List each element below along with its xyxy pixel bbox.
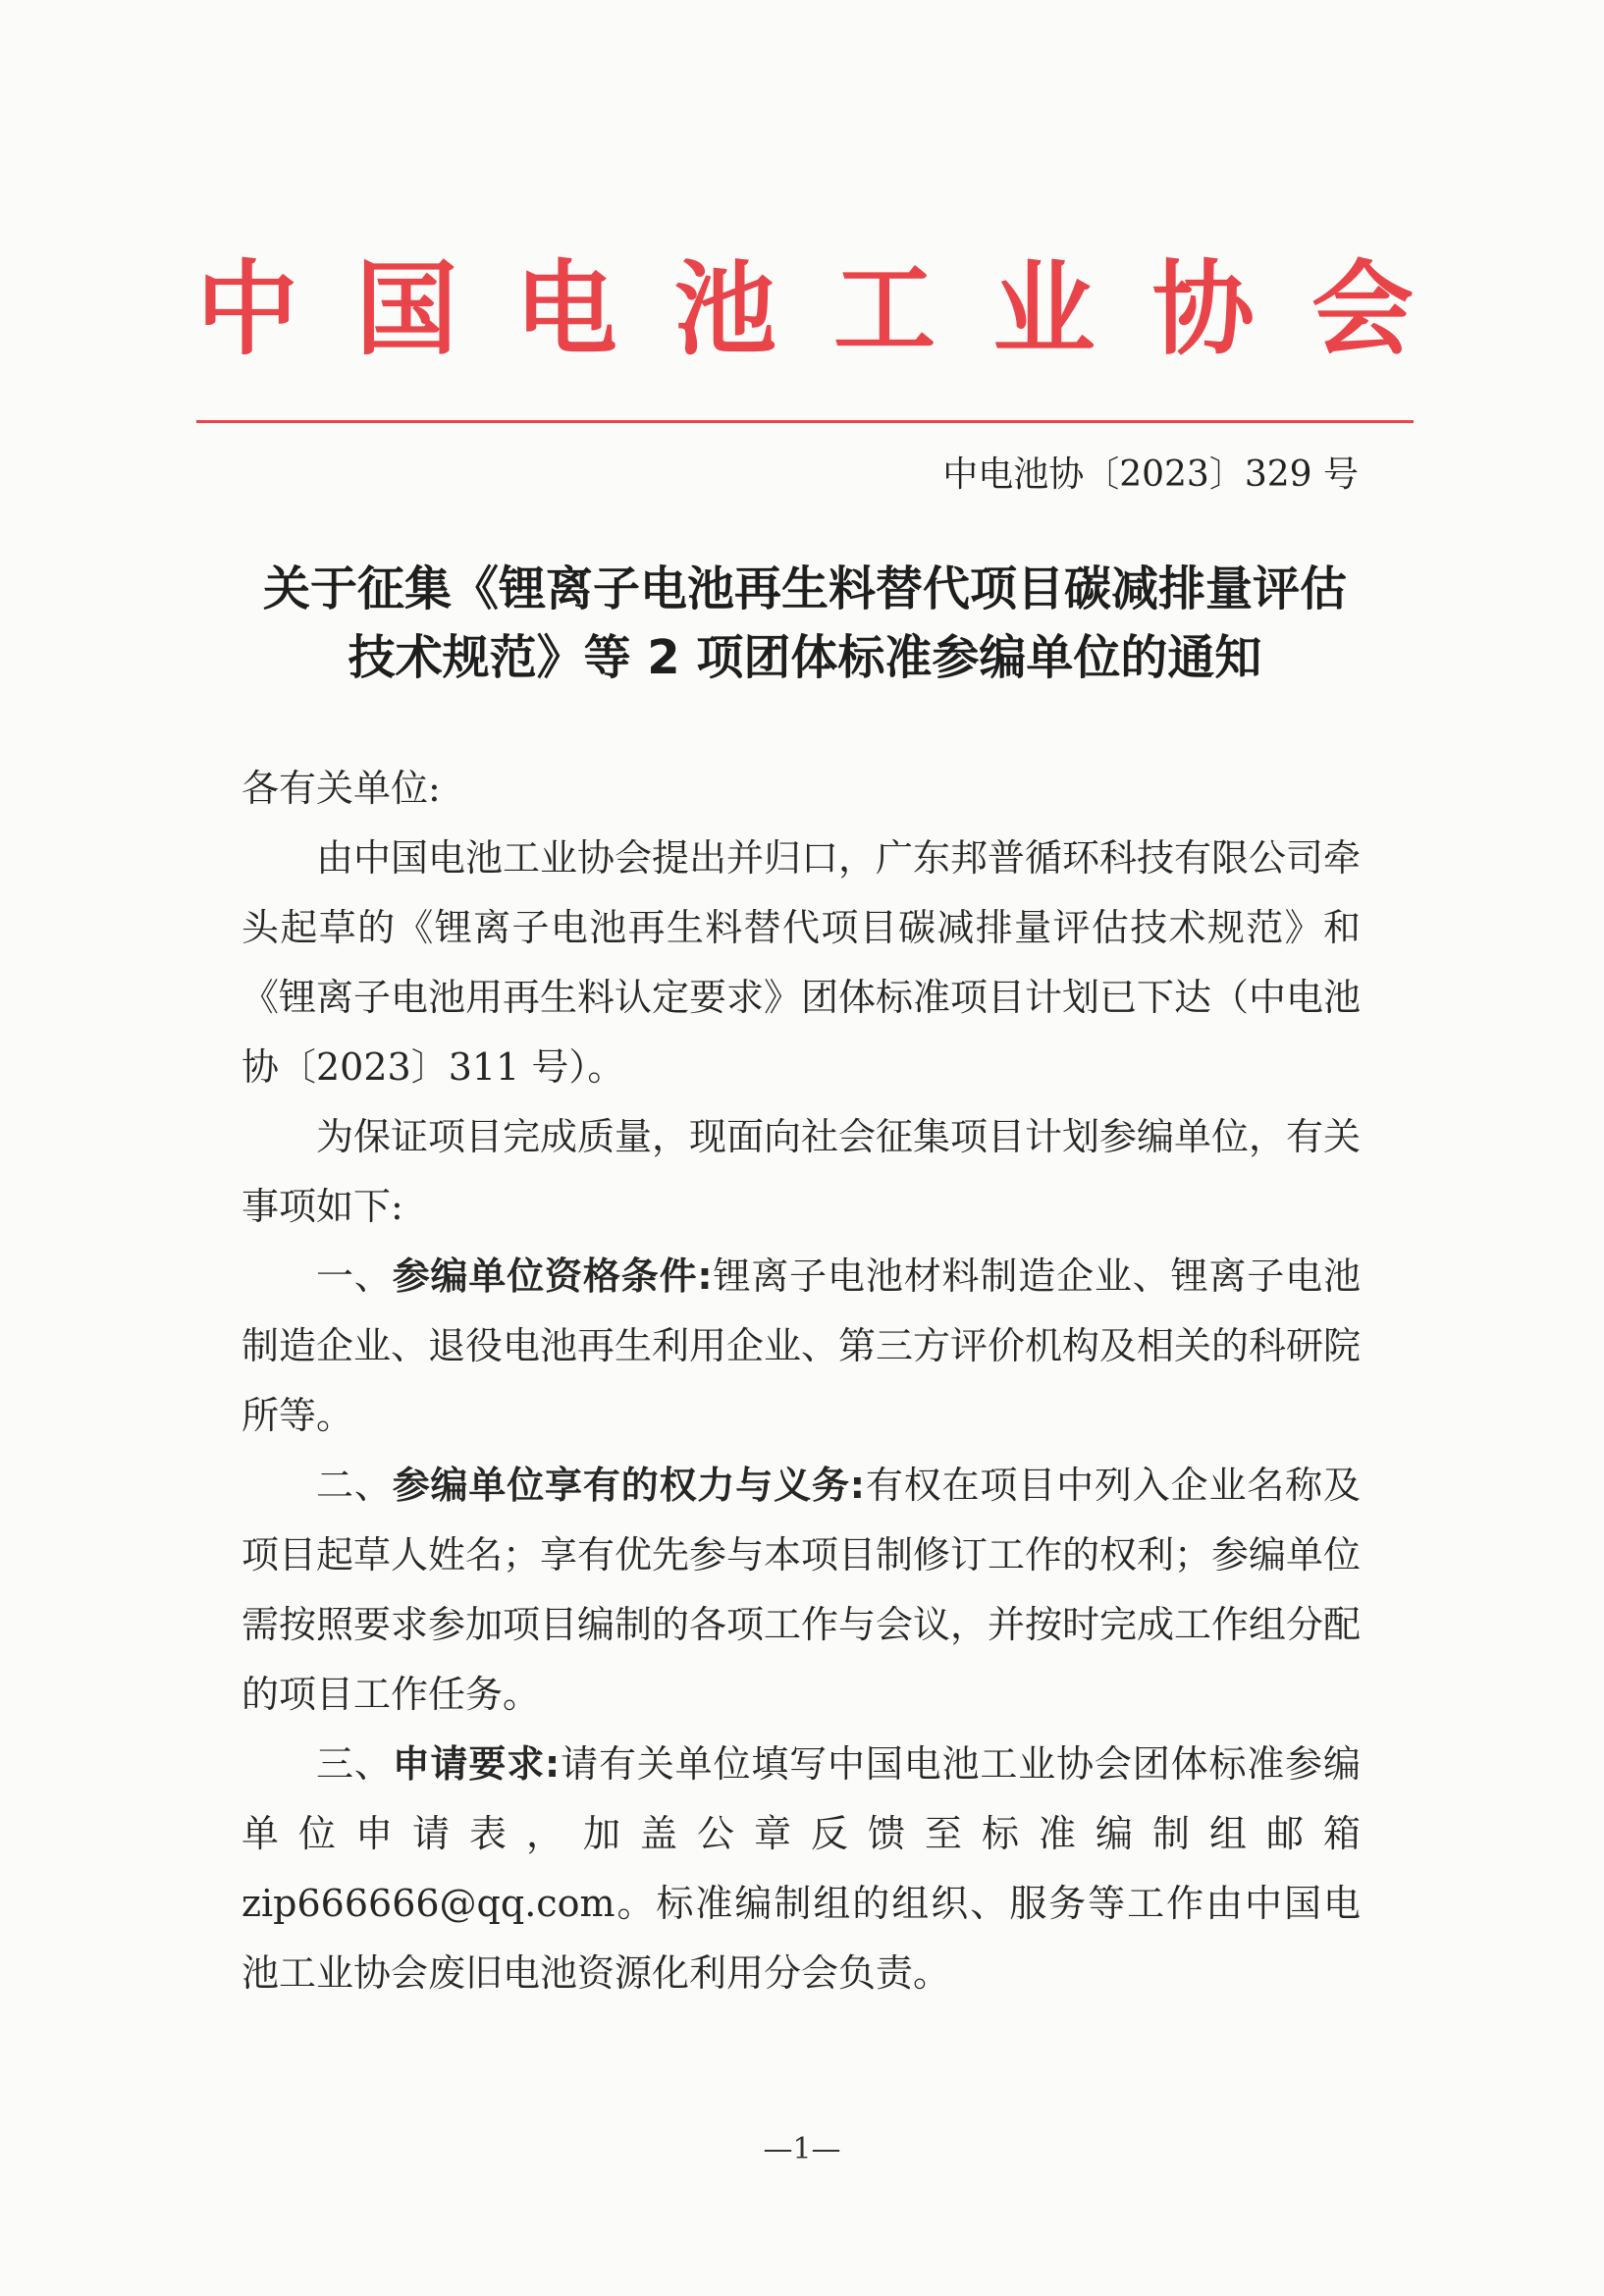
item-heading: 参编单位资格条件: — [392, 1255, 713, 1298]
title-line-1: 关于征集《锂离子电池再生料替代项目碳减排量评估 — [262, 561, 1347, 616]
org-char: 中 — [196, 249, 299, 369]
item-rights-obligations — [241, 1451, 1361, 1730]
org-char: 协 — [1151, 249, 1255, 369]
item-heading: 参编单位享有的权力与义务: — [392, 1464, 866, 1507]
header-divider — [196, 420, 1414, 423]
item-application — [241, 1730, 1361, 2008]
org-char: 国 — [355, 249, 458, 369]
item-heading: 申请要求: — [392, 1742, 561, 1786]
item-text: 锂离子电池材料制造企业、锂离子电池制造企业、退役电池再生利用企业、第三方评价机构及相关的科研院所等。 — [241, 1255, 1362, 1437]
document-number: 中电池协〔2023〕329 号 — [942, 454, 1359, 495]
item-qualifications — [241, 1242, 1361, 1451]
org-char: 工 — [833, 249, 936, 369]
item-text: 请有关单位填写中国电池工业协会团体标准参编单位申请表，加盖公章反馈至标准编制组邮箱 zip666666@qq.com。标准编制组的组织、服务等工作由中国电池工业协会废旧电池资源化利用分会负责。 — [241, 1742, 1361, 1995]
document-body — [241, 754, 1361, 2008]
org-char: 会 — [1310, 249, 1414, 369]
title-line-2: 技术规范》等 2 项团体标准参编单位的通知 — [348, 630, 1262, 685]
org-char: 池 — [673, 249, 776, 369]
paragraph-intro: 由中国电池工业协会提出并归口，广东邦普循环科技有限公司牵头起草的《锂离子电池再生料替代项目碳减排量评估技术规范》和《锂离子电池用再生料认定要求》团体标准项目计划已下达（中电池协〔2023〕311 号）。 — [241, 836, 1362, 1089]
document-title — [196, 555, 1414, 692]
organization-header — [196, 250, 1414, 368]
item-number: 三、 — [316, 1742, 393, 1786]
item-number: 一、 — [316, 1255, 393, 1298]
org-char: 业 — [992, 249, 1096, 369]
paragraph-purpose: 为保证项目完成质量，现面向社会征集项目计划参编单位，有关事项如下: — [241, 1115, 1362, 1228]
page-number: —1— — [763, 2132, 841, 2166]
item-text: 有权在项目中列入企业名称及项目起草人姓名；享有优先参与本项目制修订工作的权利；参编单位需按照要求参加项目编制的各项工作与会议，并按时完成工作组分配的项目工作任务。 — [241, 1464, 1362, 1716]
item-number: 二、 — [316, 1464, 393, 1507]
salutation: 各有关单位: — [241, 767, 441, 810]
org-char: 电 — [514, 249, 617, 369]
